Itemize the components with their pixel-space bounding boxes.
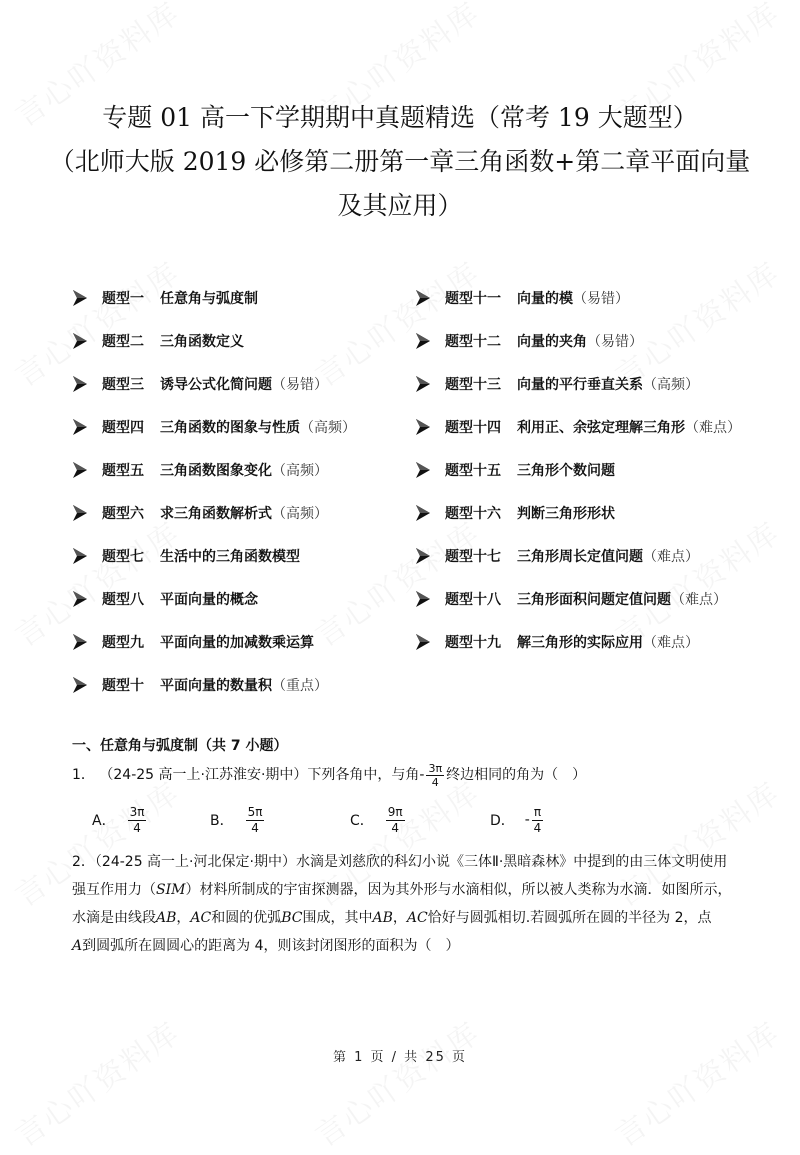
- question-line: 水滴是由线段AB，AC和圆的优弧BC围成，其中AB，AC恰好与圆弧相切.若圆弧所在圆的半径为 2，点: [72, 910, 712, 926]
- fraction: $\frac{3\pi}{4}$: [129, 804, 145, 835]
- question-stem: 下列各角中，与角: [307, 767, 420, 783]
- toc-item-right-1[interactable]: [415, 276, 741, 319]
- toc-type-label: 题型十一: [445, 290, 501, 307]
- toc-topic: 任意角与弧度制: [160, 290, 258, 307]
- arrow-bullet-icon: [415, 590, 431, 608]
- toc-tag: （难点）: [643, 548, 699, 565]
- toc-type-label: 题型十七: [445, 548, 501, 565]
- toc-item-left-5[interactable]: [72, 448, 356, 491]
- toc-item-right-2[interactable]: [415, 319, 741, 362]
- minus-sign: -: [419, 767, 425, 783]
- fraction: $\frac{3\pi}{4}$: [428, 761, 443, 789]
- toc-topic: 三角形面积问题定值问题: [517, 591, 671, 608]
- answer-choices: [92, 800, 692, 840]
- arrow-bullet-icon: [72, 547, 88, 565]
- toc-topic: 向量的模: [517, 290, 573, 307]
- arrow-bullet-icon: [72, 633, 88, 651]
- toc-topic: 三角形周长定值问题: [517, 548, 643, 565]
- toc-tag: （重点）: [272, 677, 328, 694]
- question-number: 2．: [72, 854, 95, 870]
- toc-type-label: 题型十六: [445, 505, 501, 522]
- toc-tag: （难点）: [643, 634, 699, 651]
- toc-topic: 诱导公式化简问题: [160, 376, 272, 393]
- question-line: 强互作用力（SIM）材料所制成的宇宙探测器，因为其外形与水滴相似，所以被人类称为水滴．如图所示，: [72, 882, 732, 898]
- toc-type-label: 题型十四: [445, 419, 501, 436]
- toc-tag: （高频）: [272, 462, 328, 479]
- toc-topic: 三角形个数问题: [517, 462, 615, 479]
- toc-item-left-4[interactable]: [72, 405, 356, 448]
- toc-type-label: 题型七: [102, 548, 144, 565]
- toc-topic: 求三角函数解析式: [160, 505, 272, 522]
- document-title: [0, 96, 800, 228]
- arrow-bullet-icon: [415, 504, 431, 522]
- toc-type-label: 题型十九: [445, 634, 501, 651]
- arrow-bullet-icon: [415, 547, 431, 565]
- arrow-bullet-icon: [72, 289, 88, 307]
- question-source: （24-25 高一上·江苏淮安·期中）: [99, 767, 308, 783]
- arrow-bullet-icon: [72, 676, 88, 694]
- toc-topic: 向量的夹角: [517, 333, 587, 350]
- toc-tag: （易错）: [573, 290, 629, 307]
- arrow-bullet-icon: [72, 461, 88, 479]
- arrow-bullet-icon: [72, 504, 88, 522]
- toc-item-left-8[interactable]: [72, 577, 356, 620]
- title-line-3: 及其应用）: [337, 191, 463, 220]
- arrow-bullet-icon: [415, 332, 431, 350]
- toc-column-right: [415, 276, 741, 663]
- question-line: A到圆弧所在圆圆心的距离为 4，则该封闭图形的面积为（ ）: [72, 938, 460, 954]
- toc-tag: （高频）: [643, 376, 699, 393]
- choice-a[interactable]: A． $\frac{3\pi}{4}$: [92, 804, 145, 835]
- arrow-bullet-icon: [415, 461, 431, 479]
- toc-item-right-9[interactable]: [415, 620, 741, 663]
- toc-item-left-7[interactable]: [72, 534, 356, 577]
- question-stem-end: 终边相同的角为（ ）: [446, 767, 587, 783]
- toc-type-label: 题型十二: [445, 333, 501, 350]
- toc-tag: （高频）: [272, 505, 328, 522]
- toc-type-label: 题型十八: [445, 591, 501, 608]
- arrow-bullet-icon: [72, 332, 88, 350]
- toc-type-label: 题型五: [102, 462, 144, 479]
- toc-topic: 平面向量的加减数乘运算: [160, 634, 314, 651]
- toc-type-label: 题型十: [102, 677, 144, 694]
- toc-tag: （高频）: [300, 419, 356, 436]
- toc-topic: 三角函数定义: [160, 333, 244, 350]
- choice-b[interactable]: B． $\frac{5\pi}{4}$: [210, 804, 263, 835]
- toc-type-label: 题型八: [102, 591, 144, 608]
- question-source: （24-25 高一上·河北保定·期中）: [94, 854, 296, 870]
- toc-tag: （难点）: [671, 591, 727, 608]
- toc-item-left-9[interactable]: [72, 620, 356, 663]
- toc-item-right-3[interactable]: [415, 362, 741, 405]
- toc-topic: 生活中的三角函数模型: [160, 548, 300, 565]
- arrow-bullet-icon: [415, 633, 431, 651]
- arrow-bullet-icon: [72, 418, 88, 436]
- toc-topic: 平面向量的概念: [160, 591, 258, 608]
- toc-item-left-2[interactable]: [72, 319, 356, 362]
- arrow-bullet-icon: [415, 289, 431, 307]
- title-line-2: （北师大版 2019 必修第二册第一章三角函数+第二章平面向量: [49, 147, 751, 176]
- toc-item-right-6[interactable]: [415, 491, 741, 534]
- toc-type-label: 题型九: [102, 634, 144, 651]
- toc-type-label: 题型六: [102, 505, 144, 522]
- arrow-bullet-icon: [72, 590, 88, 608]
- toc-type-label: 题型十三: [445, 376, 501, 393]
- toc-item-left-10[interactable]: [72, 663, 356, 706]
- toc-type-label: 题型二: [102, 333, 144, 350]
- toc-item-left-6[interactable]: [72, 491, 356, 534]
- toc-type-label: 题型三: [102, 376, 144, 393]
- question-line: 2．（24-25 高一上·河北保定·期中）水滴是刘慈欣的科幻小说《三体Ⅱ·黑暗森林》中提到的由三体文明使用: [72, 854, 728, 870]
- toc-topic: 解三角形的实际应用: [517, 634, 643, 651]
- toc-topic: 平面向量的数量积: [160, 677, 272, 694]
- section-heading: 一、任意角与弧度制（共 7 小题）: [72, 738, 288, 754]
- toc-tag: （难点）: [685, 419, 741, 436]
- toc-type-label: 题型十五: [445, 462, 501, 479]
- toc-type-label: 题型四: [102, 419, 144, 436]
- fraction: $\frac{9\pi}{4}$: [387, 804, 403, 835]
- toc-topic: 向量的平行垂直关系: [517, 376, 643, 393]
- toc-item-right-8[interactable]: [415, 577, 741, 620]
- arrow-bullet-icon: [72, 375, 88, 393]
- toc-item-right-5[interactable]: [415, 448, 741, 491]
- toc-topic: 利用正、余弦定理解三角形: [517, 419, 685, 436]
- arrow-bullet-icon: [415, 375, 431, 393]
- fraction: $\frac{\pi}{4}$: [533, 804, 542, 835]
- choice-d[interactable]: D． - $\frac{\pi}{4}$: [490, 804, 542, 835]
- toc-column-left: [72, 276, 356, 706]
- arrow-bullet-icon: [415, 418, 431, 436]
- toc-item-left-1[interactable]: [72, 276, 356, 319]
- toc-item-left-3[interactable]: [72, 362, 356, 405]
- page-footer: 第 1 页 / 共 25 页: [333, 1050, 467, 1065]
- toc-topic: 三角函数图象变化: [160, 462, 272, 479]
- toc-topic: 三角函数的图象与性质: [160, 419, 300, 436]
- toc-tag: （易错）: [272, 376, 328, 393]
- toc-tag: （易错）: [587, 333, 643, 350]
- toc-topic: 判断三角形形状: [517, 505, 615, 522]
- question-number: 1．: [72, 767, 95, 783]
- question-1: [72, 760, 732, 790]
- toc-item-right-4[interactable]: [415, 405, 741, 448]
- choice-c[interactable]: C． $\frac{9\pi}{4}$: [350, 804, 403, 835]
- toc-type-label: 题型一: [102, 290, 144, 307]
- toc-item-right-7[interactable]: [415, 534, 741, 577]
- question-2: [72, 848, 732, 960]
- title-line-1: 专题 01 高一下学期期中真题精选（常考 19 大题型）: [102, 103, 698, 132]
- fraction: $\frac{5\pi}{4}$: [247, 804, 263, 835]
